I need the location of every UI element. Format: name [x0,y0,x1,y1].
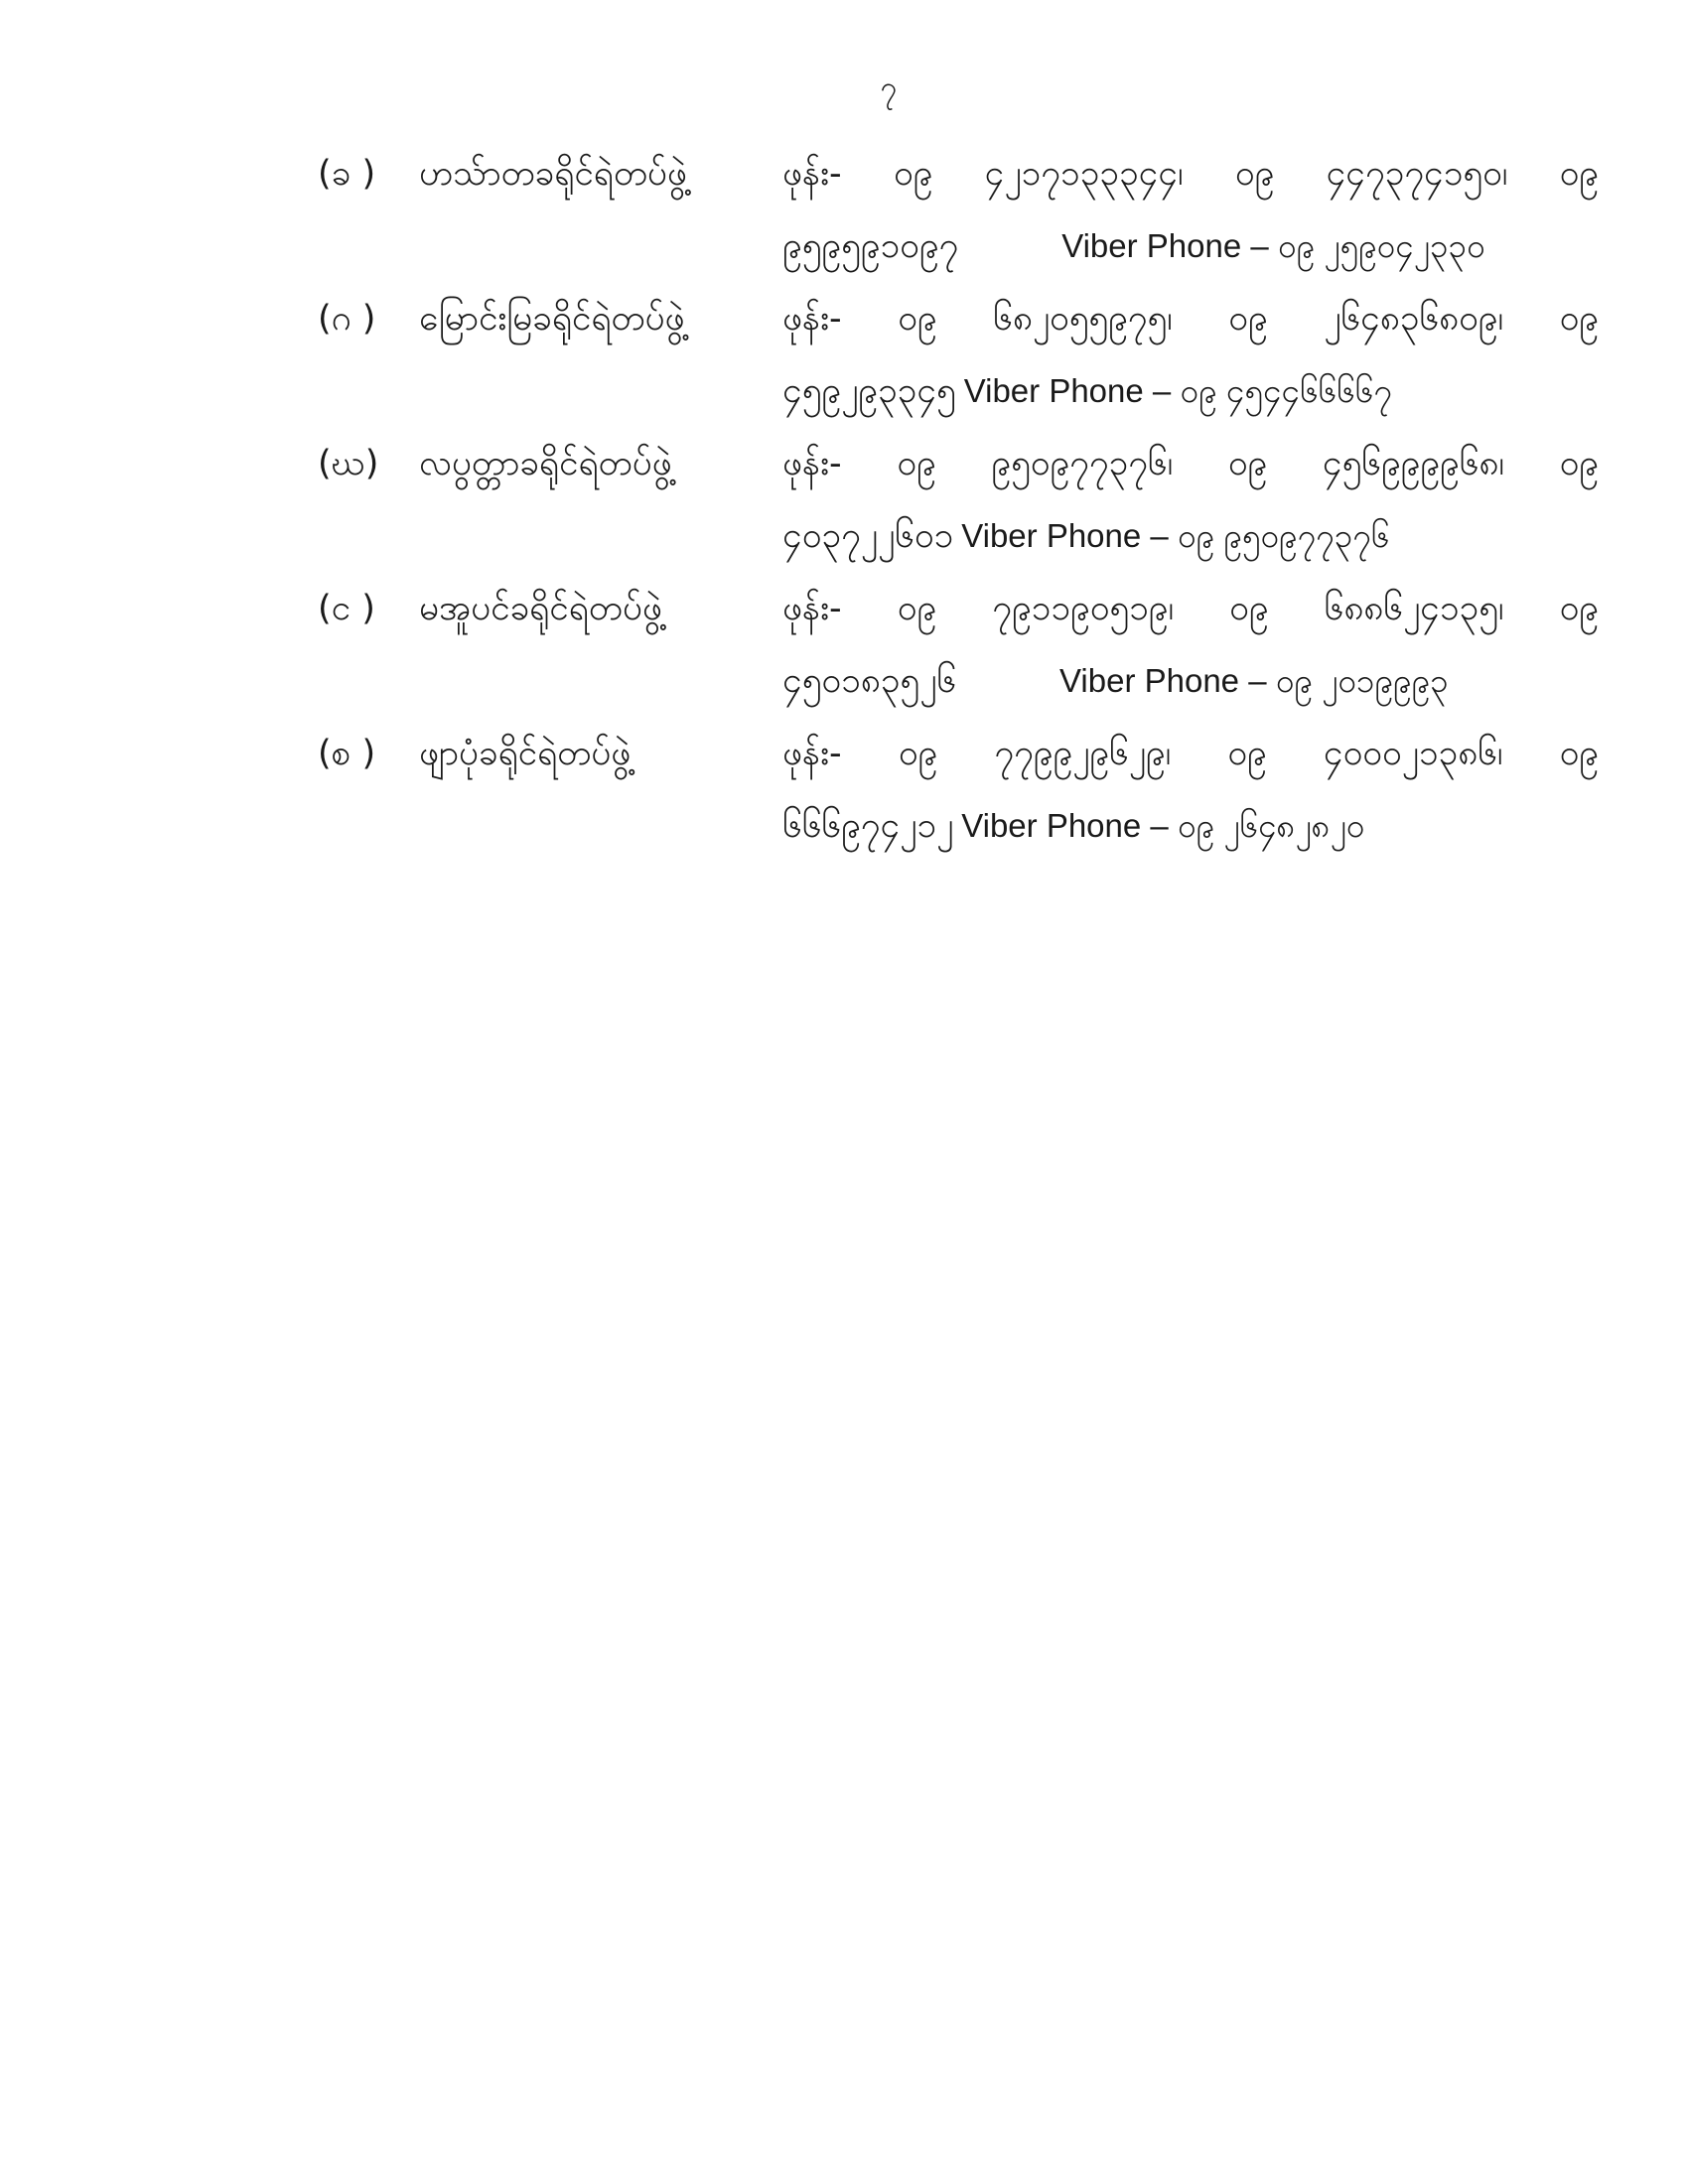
phone-number: ၆၆၆၉၇၄၂၁၂ [782,806,954,846]
phone-prefix: ဖုန်း- [782,444,842,483]
contact-details [782,296,1599,441]
phone-code: ၀၉ [1559,444,1599,483]
phone-prefix: ဖုန်း- [782,589,842,628]
unit-name: မြောင်းမြခရိုင်ရဲတပ်ဖွဲ့ [419,299,685,339]
viber-phone: Viber Phone – ၀၉ ၉၅၀၉၇၇၃၇၆ [961,517,1390,554]
phone-number: ၄၅၆၉၉၉၉၆၈၊ [1322,444,1504,483]
phone-code: ၀၉ [897,589,937,628]
phone-code: ၀၉ [898,299,937,339]
phone-line [782,441,1599,513]
contact-entry [318,284,1599,429]
phone-line [782,586,1599,658]
viber-phone: Viber Phone – ၀၉ ၂၆၄၈၂၈၂၀ [961,807,1365,844]
unit-name: လပွတ္တာခရိုင်ရဲတပ်ဖွဲ့ [419,444,672,483]
viber-phone: Viber Phone – ၀၉ ၂၅၉၀၄၂၃၃၀ [1061,227,1485,264]
phone-number: ၉၅၀၉၇၇၃၇၆၊ [991,444,1174,483]
contact-details [782,151,1599,296]
contact-details [782,731,1599,876]
unit-name: ဖျာပုံခရိုင်ရဲတပ်ဖွဲ့ [419,734,632,773]
phone-code: ၀၉ [893,154,933,194]
phone-number: ၇၉၁၁၉၀၅၁၉၊ [992,589,1174,628]
contact-entry [318,719,1599,864]
entry-label: (ခ ) [318,154,376,194]
phone-line [782,296,1599,368]
phone-code: ၀၉ [1559,734,1599,773]
phone-number: ၆၈၂၀၅၅၉၇၅၊ [993,299,1173,339]
unit-name: ဟသ်ာတခရိုင်ရဲတပ်ဖွဲ့ [419,154,687,194]
contact-details [782,441,1599,586]
contact-details [782,586,1599,731]
phone-number: ၄၂၁၇၁၃၃၃၄၄၊ [984,154,1184,194]
phone-code: ၀၉ [1559,154,1599,194]
viber-phone: Viber Phone – ၀၉ ၂၀၁၉၉၉၃ [1059,662,1449,699]
phone-line [782,731,1599,803]
phone-code: ၀၉ [1234,154,1275,194]
phone-code: ၀၉ [1227,734,1267,773]
phone-number: ၆၈၈၆၂၄၁၃၅၊ [1324,589,1504,628]
phone-number: ၄၅၉၂၉၃၃၄၅ [782,371,956,411]
contact-list [318,139,1599,864]
entry-label: (င ) [318,589,375,628]
phone-prefix: ဖုန်း- [782,299,842,339]
entry-label: (ဃ) [318,444,379,483]
phone-code: ၀၉ [1228,299,1268,339]
phone-number: ၇၇၉၉၂၉၆၂၉၊ [994,734,1172,773]
entry-label: (ဂ ) [318,299,376,339]
phone-prefix: ဖုန်း- [782,154,842,194]
contact-entry [318,139,1599,284]
viber-phone: Viber Phone – ၀၉ ၄၅၄၄၆၆၆၆၇ [963,372,1392,409]
phone-prefix: ဖုန်း- [782,734,842,773]
phone-code: ၀၉ [1559,589,1599,628]
phone-number: ၄၀၀၀၂၁၃၈၆၊ [1323,734,1503,773]
phone-number: ၄၄၇၃၇၄၁၅၀၊ [1326,154,1508,194]
contact-entry [318,574,1599,719]
phone-code: ၀၉ [1229,589,1269,628]
phone-number: ၉၅၉၅၉၁၀၉၇ [782,226,959,266]
phone-code: ၀၉ [898,734,938,773]
contact-entry [318,429,1599,574]
page-number: ၇ [880,70,898,105]
entry-label: (စ ) [318,734,376,773]
phone-number: ၄၀၃၇၂၂၆၀၁ [782,516,954,556]
unit-name: မအူပင်ခရိုင်ရဲတပ်ဖွဲ့ [419,589,662,628]
phone-code: ၀၉ [1559,299,1599,339]
phone-code: ၀၉ [897,444,936,483]
phone-number: ၄၅၀၁၈၃၅၂၆ [782,661,956,701]
phone-number: ၂၆၄၈၃၆၈၀၉၊ [1324,299,1504,339]
phone-continuation-line [782,803,1599,876]
phone-code: ၀၉ [1227,444,1268,483]
phone-line [782,151,1599,223]
